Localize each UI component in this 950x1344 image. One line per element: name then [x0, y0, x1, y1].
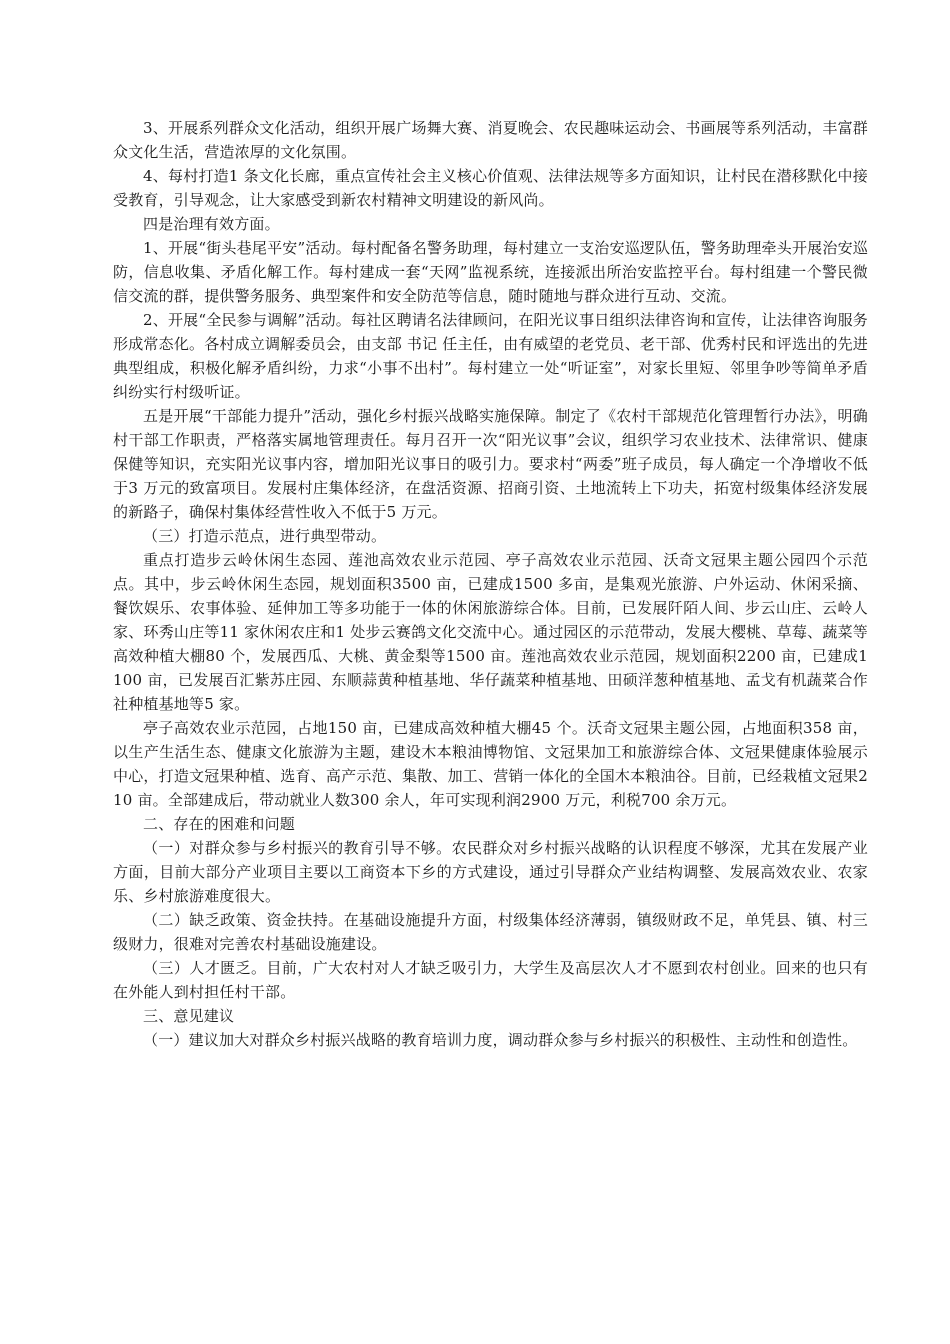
- document-body: [113, 116, 868, 1052]
- paragraph-culture-corridor: 4、每村打造1 条文化长廊，重点宣传社会主义核心价值观、法律法规等多方面知识，让村民在潜移默化中接受教育，引导观念，让大家感受到新农村精神文明建设的新风尚。: [113, 167, 868, 209]
- paragraph-problem-funding: （二）缺乏政策、资金扶持。在基础设施提升方面，村级集体经济薄弱，镇级财政不足，单凭县、镇、村三级财力，很难对完善农村基础设施建设。: [113, 911, 868, 953]
- paragraph-street-safety: 1、开展“街头巷尾平安”活动。每村配备名警务助理，每村建立一支治安巡逻队伍，警务助理牵头开展治安巡防，信息收集、矛盾化解工作。每村建成一套“天网”监视系统，连接派出所治安监控平台。每村组建一个警民微信交流的群，提供警务服务、典型案件和安全防范等信息，随时随地与群众进行互动、交流。: [113, 239, 868, 305]
- paragraph-problem-talent: （三）人才匮乏。目前，广大农村对人才缺乏吸引力，大学生及高层次人才不愿到农村创业。回来的也只有在外能人到村担任村干部。: [113, 959, 868, 1001]
- paragraph-cultural-activities: 3、开展系列群众文化活动，组织开展广场舞大赛、消夏晚会、农民趣味运动会、书画展等系列活动，丰富群众文化生活，营造浓厚的文化氛围。: [113, 119, 868, 161]
- paragraph-cadre-capacity: 五是开展“干部能力提升”活动，强化乡村振兴战略实施保障。制定了《农村干部规范化管理暂行办法》，明确村干部工作职责，严格落实属地管理责任。每月召开一次“阳光议事”会议，组织学习农业技术、法律常识、健康保健等知识，充实阳光议事内容，增加阳光议事日的吸引力。要求村“两委”班子成员，每人确定一个净增收不低于3 万元的致富项目。发展村庄集体经济，在盘活资源、招商引资、土地流转上下功夫，拓宽村级集体经济发展的新路子，确保村集体经营性收入不低于5 万元。: [113, 407, 868, 521]
- paragraph-suggestion-training: （一）建议加大对群众乡村振兴战略的教育培训力度，调动群众参与乡村振兴的积极性、主动性和创造性。: [143, 1031, 858, 1049]
- paragraph-problem-education: （一）对群众参与乡村振兴的教育引导不够。农民群众对乡村振兴战略的认识程度不够深，尤其在发展产业方面，目前大部分产业项目主要以工商资本下乡的方式建设，通过引导群众产业结构调整、发展高效农业、农家乐、乡村旅游难度很大。: [113, 839, 868, 905]
- paragraph-heading-governance: 四是治理有效方面。: [143, 215, 280, 233]
- paragraph-heading-problems: 二、存在的困难和问题: [143, 815, 296, 833]
- paragraph-tingzi-park: 亭子高效农业示范园，占地150 亩，已建成高效种植大棚45 个。沃奇文冠果主题公园，占地面积358 亩，以生产生活生态、健康文化旅游为主题，建设木本粮油博物馆、文冠果加工和旅游综合体、文冠果健康体验展示中心，打造文冠果种植、选育、高产示范、集散、加工、营销一体化的全国木本粮油谷。目前，已经栽植文冠果210 亩。全部建成后，带动就业人数300 余人，年可实现利润2900 万元，利税700 余万元。: [113, 719, 868, 809]
- paragraph-heading-demonstration: （三）打造示范点，进行典型带动。: [143, 527, 387, 545]
- paragraph-heading-suggestions: 三、意见建议: [143, 1007, 235, 1025]
- paragraph-demonstration-sites: 重点打造步云岭休闲生态园、莲池高效农业示范园、亭子高效农业示范园、沃奇文冠果主题公园四个示范点。其中，步云岭休闲生态园，规划面积3500 亩，已建成1500 多亩，是集观光旅游、户外运动、休闲采摘、餐饮娱乐、农事体验、延伸加工等多功能于一体的休闲旅游综合体。目前，已发展阡陌人间、步云山庄、云岭人家、环秀山庄等11 家休闲农庄和1 处步云赛鸽文化交流中心。通过园区的示范带动，发展大樱桃、草莓、蔬菜等高效种植大棚80 个，发展西瓜、大桃、黄金梨等1500 亩。莲池高效农业示范园，规划面积2200 亩，已建成1100 亩，已发展百汇紫苏庄园、东顺蒜黄种植基地、华仔蔬菜种植基地、田硕洋葱种植基地、孟戈有机蔬菜合作社种植基地等5 家。: [113, 551, 868, 713]
- paragraph-mediation: 2、开展“全民参与调解”活动。每社区聘请名法律顾问，在阳光议事日组织法律咨询和宣传，让法律咨询服务形成常态化。各村成立调解委员会，由支部 书记 任主任，由有威望的老党员、老干部、优秀村民和评选出的先进典型组成，积极化解矛盾纠纷，力求“小事不出村”。每村建立一处“听证室”，对家长里短、邻里争吵等简单矛盾纠纷实行村级听证。: [113, 311, 868, 401]
